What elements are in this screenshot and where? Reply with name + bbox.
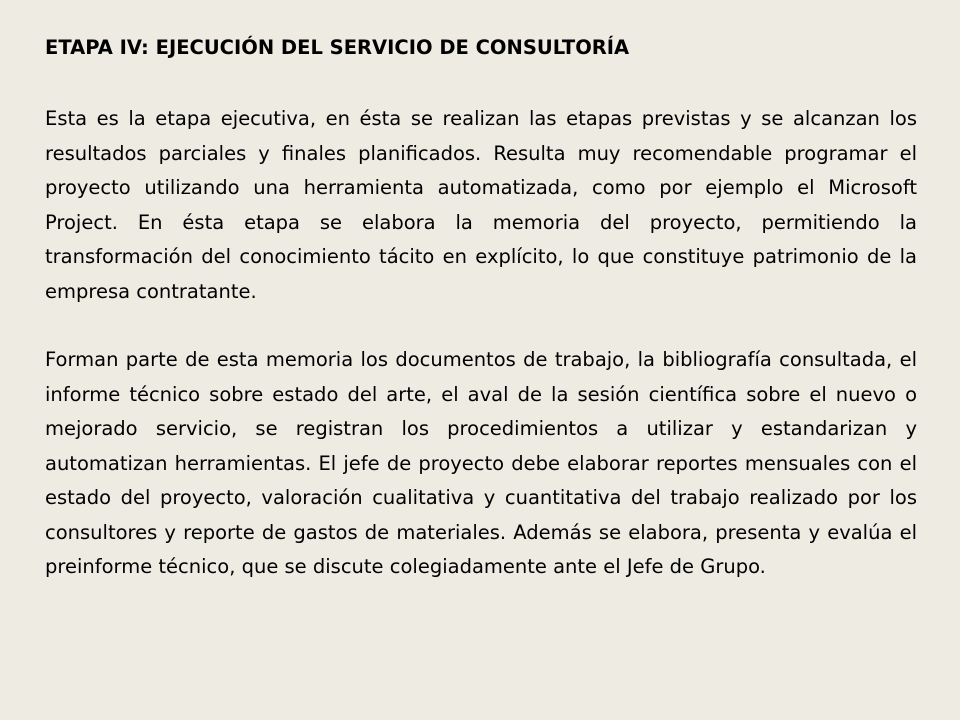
paragraph-1: Esta es la etapa ejecutiva, en ésta se realizan las etapas previstas y se alcanzan los resultados parciales y finales planificados. Resulta muy recomendable programar el proyecto utilizando una herramienta automatizada, como por ejemplo el Microsoft Project. En ésta etapa se elabora la memoria del proyecto, permitiendo la transformación del conocimiento tácito en explícito, lo que constituye patrimonio de la empresa contratante. xyxy=(45,107,917,303)
spacer xyxy=(45,309,917,343)
spacer xyxy=(45,66,917,102)
slide-title: ETAPA IV: EJECUCIÓN DEL SERVICIO DE CONSULTORÍA xyxy=(45,36,630,59)
slide-content xyxy=(45,30,917,585)
paragraph-2: Forman parte de esta memoria los documentos de trabajo, la bibliografía consultada, el informe técnico sobre estado del arte, el aval de la sesión científica sobre el nuevo o mejorado servicio, se registran los procedimientos a utilizar y estandarizan y automatizan herramientas. El jefe de proyecto debe elaborar reportes mensuales con el estado del proyecto, valoración cualitativa y cuantitativa del trabajo realizado por los consultores y reporte de gastos de materiales. Además se elabora, presenta y evalúa el preinforme técnico, que se discute colegiadamente ante el Jefe de Grupo. xyxy=(45,348,917,578)
